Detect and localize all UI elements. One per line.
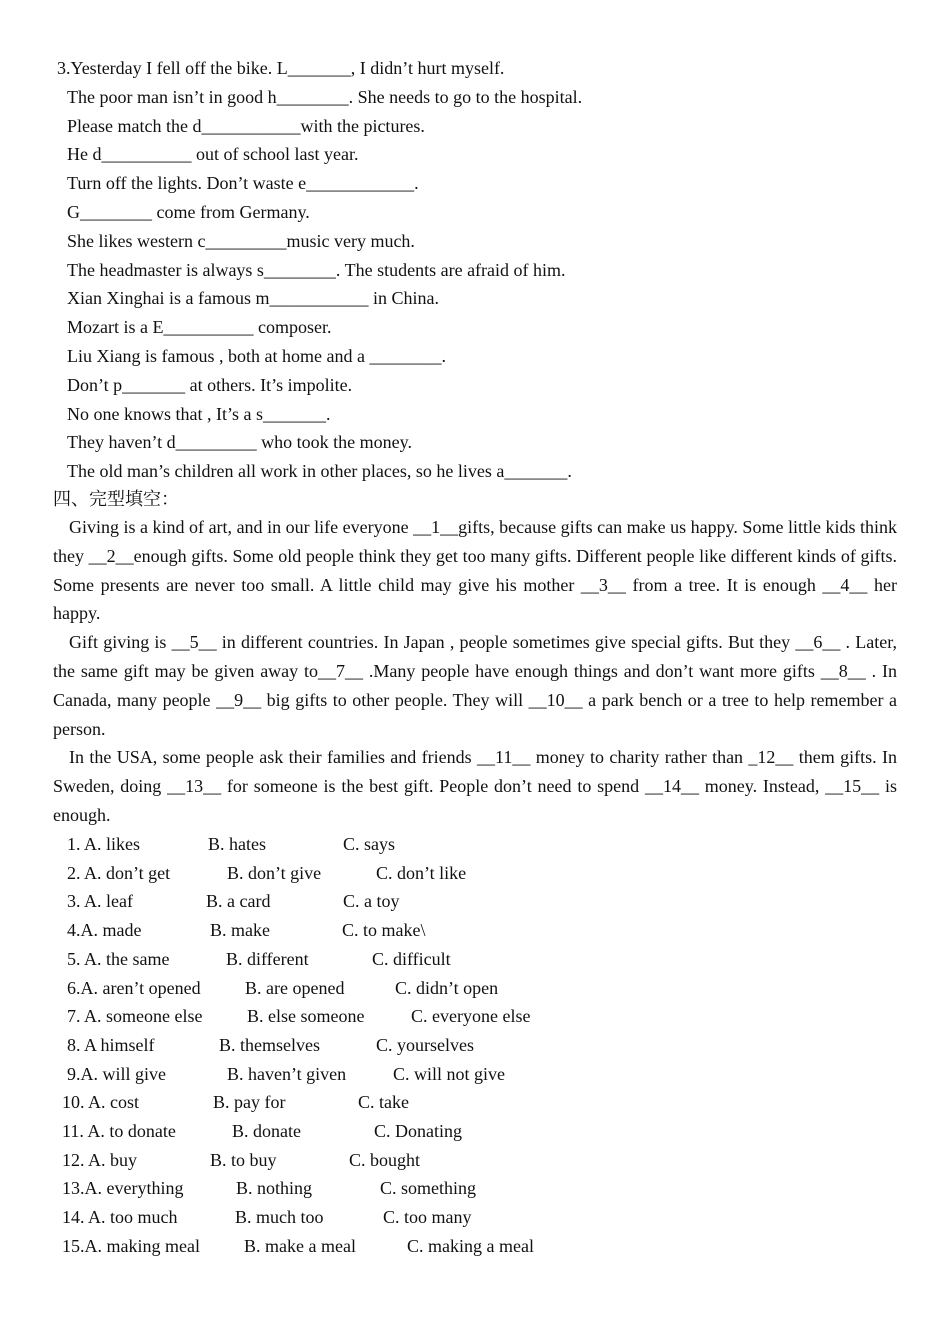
option-b: B. a card [206,891,271,912]
option-c: C. didn’t open [395,977,499,998]
option-b: B. to buy [210,1149,277,1170]
option-a: 9.A. will give [67,1063,166,1084]
option-c: C. difficult [372,948,451,969]
fill-in-sentence: The poor man isn’t in good h________. She needs to go to the hospital. [67,86,583,107]
section-title: 四、完型填空： [53,489,179,509]
option-a: 6.A. aren’t opened [67,977,201,998]
option-b: B. much too [235,1207,324,1228]
option-c: C. take [358,1092,409,1113]
option-a: 7. A. someone else [67,1006,203,1027]
fill-in-sentence: Don’t p_______ at others. It’s impolite. [67,374,353,395]
fill-in-sentence: Liu Xiang is famous , both at home and a ________. [67,346,446,366]
option-c: C. says [343,834,396,854]
option-b: B. don’t give [227,862,322,883]
option-b: B. donate [232,1121,301,1141]
option-c: C. making a meal [407,1235,534,1256]
fill-in-sentence: The old man’s children all work in other places, so he lives a_______. [67,461,572,482]
fill-in-sentence: They haven’t d_________ who took the money. [67,432,412,453]
option-a: 2. A. don’t get [67,862,171,883]
fill-in-sentence: Mozart is a E__________ composer. [67,317,332,338]
fill-in-sentence: The headmaster is always s________. The students are afraid of him. [67,259,566,280]
option-c: C. yourselves [376,1034,474,1055]
option-a: 12. A. buy [62,1149,138,1170]
option-b: B. make a meal [244,1235,356,1256]
option-b: B. nothing [236,1178,313,1199]
option-b: B. hates [208,834,266,854]
option-b: B. are opened [245,977,345,998]
option-a: 3. A. leaf [67,891,133,912]
cloze-passage [53,513,897,830]
option-a: 1. A. likes [67,834,141,854]
option-c: C. everyone else [411,1006,531,1027]
option-a: 4.A. made [67,920,142,941]
passage-paragraph: Giving is a kind of art, and in our life everyone __1__gifts, because gifts can make us happy. Some little kids think they __2__enough gifts. Some old people think they get too many gifts. Different people like different kinds of gifts. Some presents are never too small. A little child may give his mother __3__ from a tree. It is enough __4__ her happy. [53,517,897,624]
option-c: C. a toy [343,891,400,912]
option-b: B. haven’t given [227,1063,347,1084]
fill-in-sentence: 3.Yesterday I fell off the bike. L_______, I didn’t hurt myself. [57,58,505,78]
fill-in-sentence: Please match the d___________with the pictures. [67,115,425,136]
passage-paragraph: In the USA, some people ask their families and friends __11__ money to charity rather than _12__ them gifts. In Sweden, doing __13__ for someone is the best gift. People don’t need to spend __14__ money. Instead, __15__ is enough. [53,747,897,825]
fill-in-sentence: Xian Xinghai is a famous m___________ in China. [67,288,439,309]
fill-in-sentence: He d__________ out of school last year. [67,144,359,165]
option-c: C. too many [383,1207,472,1228]
fill-in-sentence: No one knows that , It’s a s_______. [67,403,331,424]
passage-paragraph: Gift giving is __5__ in different countries. In Japan , people sometimes give special gifts. But they __6__ . Later, the same gift may be given away to__7__ .Many people have enough things and don’t want more gifts __8__ . In Canada, many people __9__ big gifts to other people. They will __10__ a park bench or a tree to help remember a person. [53,632,897,739]
option-c: C. will not give [393,1063,505,1084]
option-a: 11. A. to donate [62,1121,176,1141]
option-c: C. bought [349,1149,421,1170]
option-b: B. else someone [247,1006,365,1027]
option-a: 5. A. the same [67,948,170,969]
fill-in-sentence: She likes western c_________music very much. [67,230,415,251]
option-a: 14. A. too much [62,1207,178,1228]
fill-in-sentence: G________ come from Germany. [67,202,310,222]
option-b: B. themselves [219,1034,320,1055]
option-b: B. different [226,948,309,969]
option-b: B. make [210,920,270,941]
option-a: 15.A. making meal [62,1235,200,1256]
option-c: C. Donating [374,1121,462,1141]
option-a: 13.A. everything [62,1178,184,1199]
option-c: C. to make\ [342,920,426,941]
option-a: 8. A himself [67,1034,155,1055]
option-b: B. pay for [213,1092,286,1113]
option-a: 10. A. cost [62,1092,140,1113]
option-c: C. something [380,1178,477,1199]
option-c: C. don’t like [376,862,467,883]
fill-in-sentence: Turn off the lights. Don’t waste e____________. [67,173,419,194]
